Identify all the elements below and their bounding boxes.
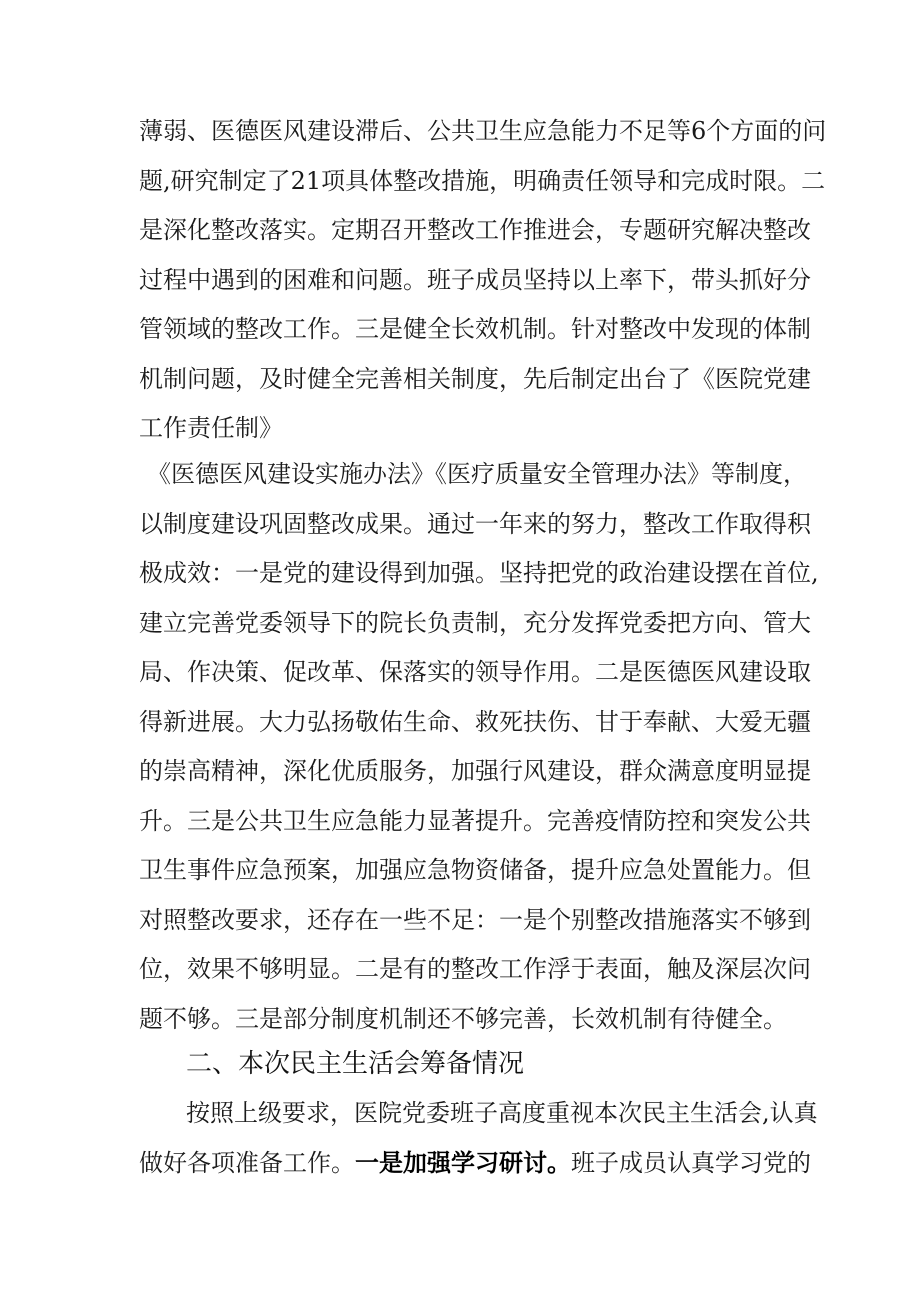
- text-run: 做好各项准备工作。: [139, 1149, 355, 1177]
- paragraph-line: 极成效：一是党的建设得到加强。坚持把党的政治建设摆在首位,: [139, 559, 819, 587]
- bold-emphasis: 一是加强学习研讨。: [355, 1149, 571, 1177]
- paragraph-line: 工作责任制》: [139, 414, 283, 442]
- paragraph-line: 的崇高精神，深化优质服务，加强行风建设，群众满意度明显提: [139, 757, 811, 785]
- paragraph-line: 薄弱、医德医风建设滞后、公共卫生应急能力不足等6个方面的问: [139, 117, 827, 145]
- section-heading: 二、本次民主生活会筹备情况: [186, 1049, 525, 1079]
- paragraph-line: 过程中遇到的困难和问题。班子成员坚持以上率下，带头抓好分: [139, 266, 811, 294]
- paragraph-line: 题,研究制定了21项具体整改措施，明确责任领导和完成时限。二: [139, 167, 826, 195]
- paragraph-line: 是深化整改落实。定期召开整改工作推进会，专题研究解决整改: [139, 216, 811, 244]
- paragraph-line: 得新进展。大力弘扬敬佑生命、救死扶伤、甘于奉献、大爱无疆: [139, 708, 811, 736]
- paragraph-line: 升。三是公共卫生应急能力显著提升。完善疫情防控和突发公共: [139, 807, 811, 835]
- paragraph-line: 按照上级要求，医院党委班子高度重视本次民主生活会,认真: [186, 1099, 818, 1127]
- paragraph-line: 建立完善党委领导下的院长负责制，充分发挥党委把方向、管大: [139, 609, 811, 637]
- paragraph-line: 管领域的整改工作。三是健全长效机制。针对整改中发现的体制: [139, 315, 811, 343]
- paragraph-line: 以制度建设巩固整改成果。通过一年来的努力，整改工作取得积: [139, 510, 811, 538]
- paragraph-line: 机制问题，及时健全完善相关制度，先后制定出台了《医院党建: [139, 365, 811, 393]
- paragraph-line: 局、作决策、促改革、保落实的领导作用。二是医德医风建设取: [139, 658, 811, 686]
- paragraph-line: 《医德医风建设实施办法》《医疗质量安全管理办法》等制度，: [147, 460, 807, 488]
- paragraph-line: 对照整改要求，还存在一些不足：一是个别整改措施落实不够到: [139, 906, 811, 934]
- paragraph-line: 题不够。三是部分制度机制还不够完善，长效机制有待健全。: [139, 1005, 787, 1033]
- paragraph-line: 卫生事件应急预案，加强应急物资储备，提升应急处置能力。但: [139, 856, 811, 884]
- text-run: 班子成员认真学习党的: [571, 1149, 811, 1177]
- paragraph-line-mixed: [139, 1143, 811, 1183]
- paragraph-line: 位，效果不够明显。二是有的整改工作浮于表面，触及深层次问: [139, 955, 811, 983]
